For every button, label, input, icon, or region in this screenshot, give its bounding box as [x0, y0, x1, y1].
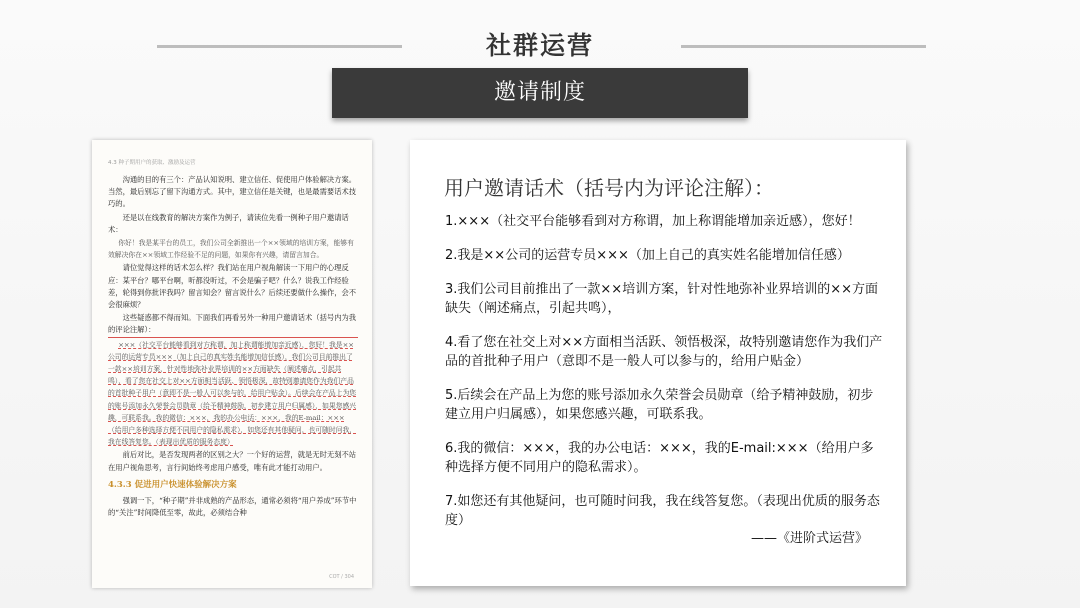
card-title: 用户邀请话术（括号内为评论注解）：	[444, 176, 774, 200]
book-highlighted-line: 这些疑惑都不得而知。下面我们再看另外一种用户邀请话术（括号内为我的评论注解）：	[108, 312, 358, 337]
card-source-citation: ——《进阶式运营》	[750, 531, 868, 546]
book-paragraph: 请位觉得这样的话术怎么样？我们站在用户视角解读一下用户的心理反应：某平台？哪平台啊，听都没听过，不会是骗子吧？什么？说我工作经验差，轮得到你批评我吗？留言知会？留言说什么？后续还要做什么操作，会不会很麻烦？	[108, 263, 357, 310]
book-paragraph: 强调一下，“种子期”并非成熟的产品形态，通常必须将“用户养成”环节中的“关注”时间降低至零，故此，必须结合种	[108, 496, 357, 518]
card-item-list	[445, 212, 885, 545]
title-rule-right	[681, 45, 926, 48]
book-section-heading: 4.3.3 促进用户快速体验解决方案	[108, 479, 237, 490]
card-item: 7.如您还有其他疑问，也可随时问我，我在线答复您。（表现出优质的服务态度）	[445, 494, 880, 528]
card-item: 6.我的微信：×××，我的办公电话：×××，我的E-mail:×××（给用户多种选择方便不同用户的隐私需求）。	[445, 441, 874, 475]
card-item: 2.我是××公司的运营专员×××（加上自己的真实姓名能增加信任感）	[445, 248, 850, 263]
section-title-bar	[332, 68, 748, 118]
book-highlighted-quote: ×××（社交平台能够看到对方称谓，加上称谓能增加亲近感），您好！我是××公司的运营专员×××（加上自己的真实姓名能增加信任感），我们公司目前推出了一款××培训方案，针对性地弥补业界培训的××方面缺失（阐述痛点，引起共鸣），看了您在社交上对××方面相当活跃、领悟极深，故特别邀请您作为我们产品的首批种子用户（意即不是一般人可以参与的，给用户贴金）。后续会在产品上为您的账号添加永久荣誉会员勋章（给予精神鼓励，初步建立用户归属感），如果您感兴趣，可联系我。我的微信：×××，我的办公电话：×××，我的E-mail：×××（给用户多种选择方便不同用户的隐私需求），如您还有其他疑问，也可随时问我，我在线答复您。（表现出优质的服务态度）	[108, 340, 357, 447]
card-item: 5.后续会在产品上为您的账号添加永久荣誉会员勋章（给予精神鼓励，初步建立用户归属感），如果您感兴趣，可联系我。	[445, 388, 874, 422]
section-title: 邀请制度	[493, 80, 586, 105]
book-page-number: COT / 304	[329, 574, 354, 580]
book-paragraph: 沟通的目的有三个：产品认知说明、建立信任、促使用户体验解决方案。当然，最后别忘了留下沟通方式。其中，建立信任是关键，也是最需要话术技巧的。	[108, 175, 357, 209]
card-item: 4.看了您在社交上对××方面相当活跃、领悟极深，故特别邀请您作为我们产品的首批种子用户（意即不是一般人可以参与的，给用户贴金）	[445, 335, 883, 369]
card-item: 1.×××（社交平台能够看到对方称谓，加上称谓能增加亲近感），您好！	[445, 214, 861, 229]
book-paragraph: 还是以在线教育的解决方案作为例子，请读位先看一例种子用户邀请话术：	[108, 212, 349, 234]
book-page-image	[92, 140, 372, 588]
card-item: 3.我们公司目前推出了一款××培训方案，针对性地弥补业界培训的××方面缺失（阐述痛点，引起共鸣），	[445, 282, 878, 316]
title-rule-left	[157, 45, 402, 48]
book-quote: 你好！我是某平台的员工，我们公司全新推出一个××领域的培训方案，能够有效解决你在××领域工作经验不足的问题，如果你有兴趣，请留言加合。	[108, 239, 354, 260]
book-paragraph: 前后对比，是否发现两者的区别之大？一个好的运营，就是无时无刻不站在用户视角思考，言行间始终考虑用户感受，唯有此才能打动用户。	[108, 450, 357, 472]
page-title: 社群运营	[485, 31, 594, 60]
book-running-head: 4.3 种子期用户的获取、激励及运营	[108, 160, 196, 166]
invitation-script-card	[410, 140, 906, 586]
book-page-body	[108, 174, 358, 520]
